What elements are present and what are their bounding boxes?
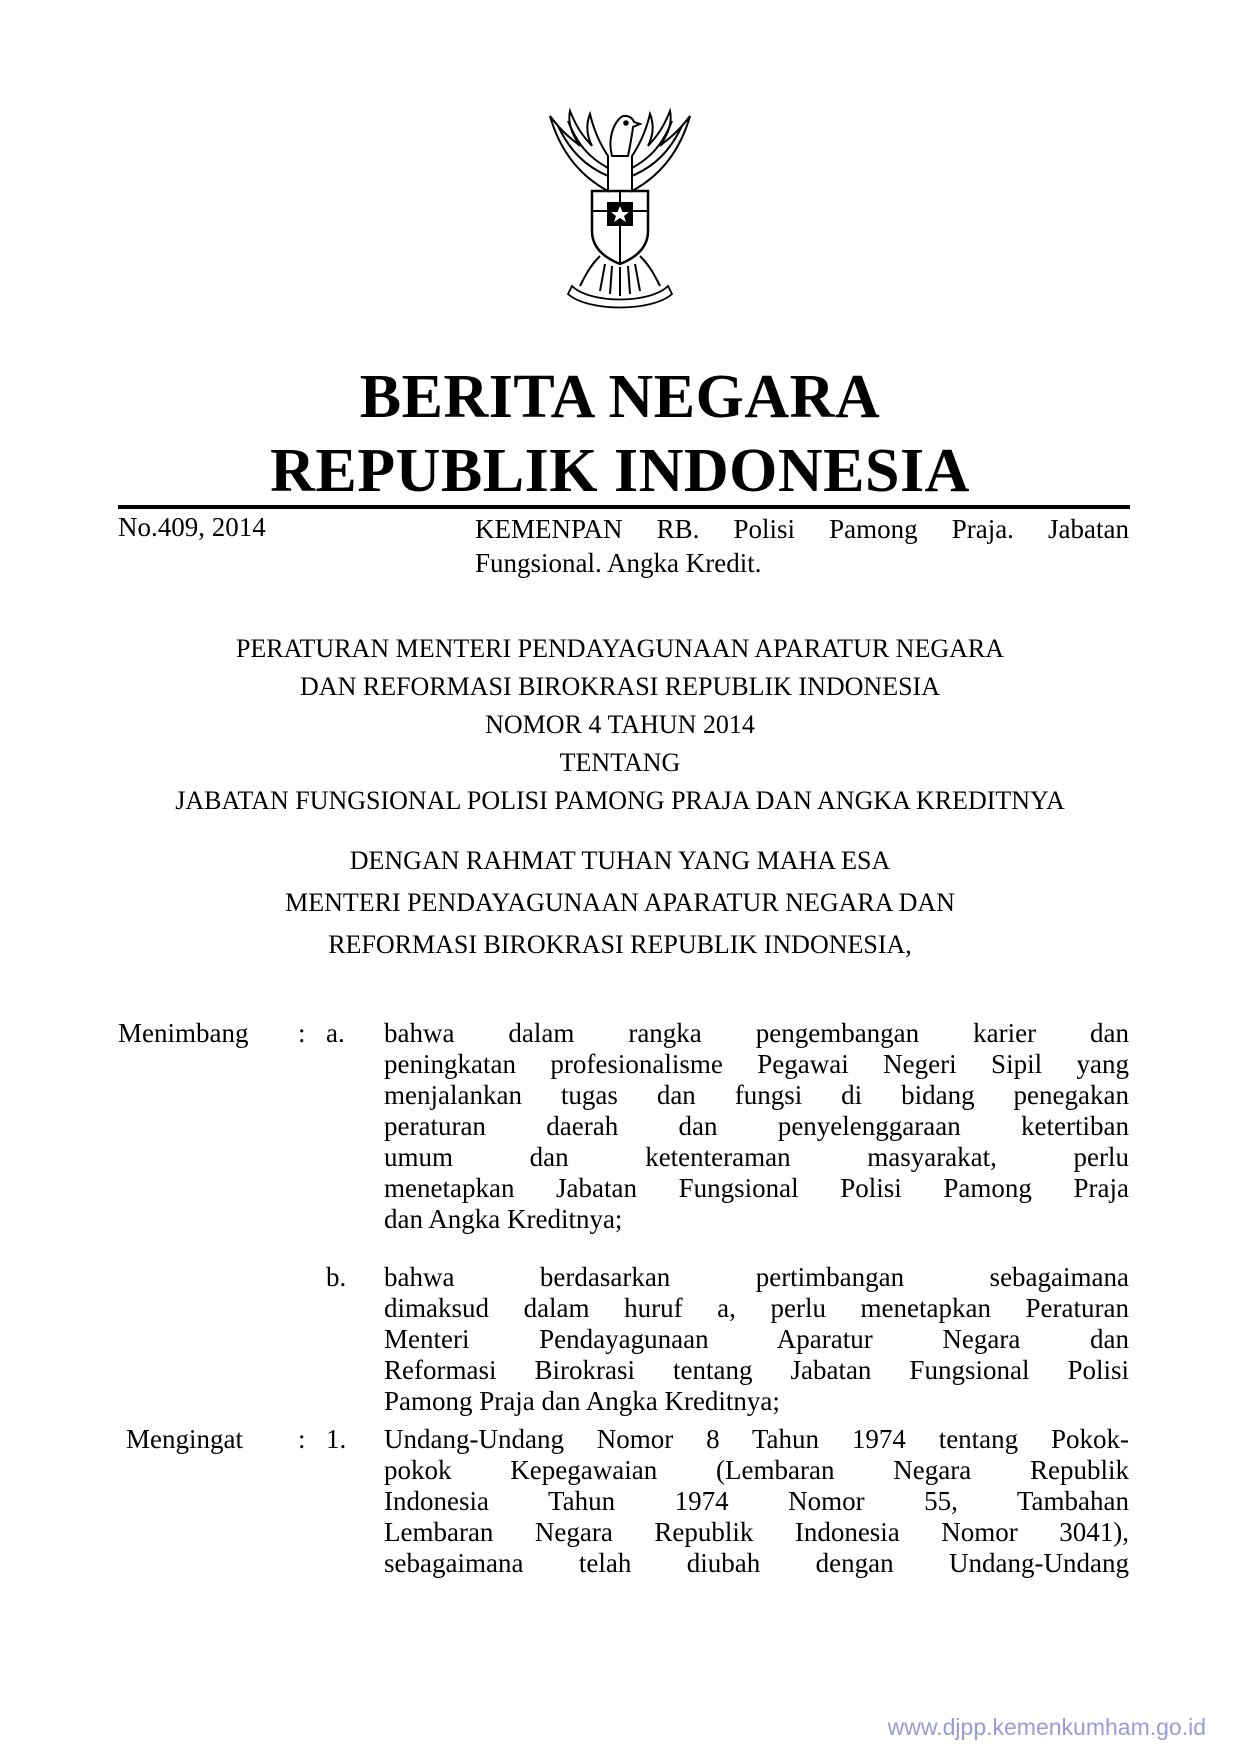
garuda-emblem — [520, 96, 720, 316]
mengingat-colon: : — [298, 1424, 306, 1454]
paragraph-line: dan Angka Kreditnya; — [384, 1204, 623, 1234]
masthead-title-line1: BERITA NEGARA — [359, 363, 881, 431]
menimbang-item-a-marker: a. — [326, 1018, 345, 1048]
masthead — [0, 360, 1240, 508]
masthead-title-line2: REPUBLIK INDONESIA — [270, 437, 970, 505]
opening-formula — [0, 840, 1240, 966]
paragraph-line: Pamong Praja dan Angka Kreditnya; — [384, 1386, 780, 1416]
title-line: NOMOR 4 TAHUN 2014 — [485, 710, 755, 739]
title-line: DAN REFORMASI BIROKRASI REPUBLIK INDONESIA — [300, 672, 940, 701]
paragraph-line: sebagaimana telah diubah dengan Undang-Undang — [384, 1548, 1129, 1578]
paragraph-line: Undang-Undang Nomor 8 Tahun 1974 tentang Pokok- — [384, 1424, 1129, 1454]
menimbang-item-b — [384, 1262, 1129, 1417]
paragraph-line: Reformasi Birokrasi tentang Jabatan Fungsional Polisi — [384, 1355, 1129, 1385]
paragraph-line: pokok Kepegawaian (Lembaran Negara Republik — [384, 1455, 1129, 1485]
subject-line: Fungsional. Angka Kredit. — [475, 548, 762, 578]
paragraph-line: Indonesia Tahun 1974 Nomor 55, Tambahan — [384, 1486, 1129, 1516]
paragraph-line: bahwa berdasarkan pertimbangan sebagaimana — [384, 1262, 1129, 1292]
gazette-number: No.409, 2014 — [118, 512, 266, 542]
menimbang-label: Menimbang — [118, 1018, 249, 1048]
mengingat-item-1-marker: 1. — [326, 1424, 347, 1454]
mengingat-label: Mengingat — [126, 1424, 243, 1454]
regulation-title — [0, 630, 1240, 820]
paragraph-line: dimaksud dalam huruf a, perlu menetapkan Peraturan — [384, 1293, 1129, 1323]
subject-line: KEMENPAN RB. Polisi Pamong Praja. Jabatan — [475, 514, 1129, 544]
header-divider — [118, 505, 1130, 509]
menimbang-item-b-marker: b. — [326, 1262, 347, 1292]
title-line: TENTANG — [559, 748, 681, 777]
gazette-subject — [475, 512, 1129, 580]
opening-line: MENTERI PENDAYAGUNAAN APARATUR NEGARA DAN — [285, 888, 955, 917]
opening-line: DENGAN RAHMAT TUHAN YANG MAHA ESA — [349, 846, 891, 875]
paragraph-line: peraturan daerah dan penyelenggaraan ketertiban — [384, 1111, 1129, 1141]
menimbang-item-a — [384, 1018, 1129, 1235]
paragraph-line: Menteri Pendayagunaan Aparatur Negara dan — [384, 1324, 1129, 1354]
paragraph-line: bahwa dalam rangka pengembangan karier dan — [384, 1018, 1129, 1048]
paragraph-line: menjalankan tugas dan fungsi di bidang penegakan — [384, 1080, 1129, 1110]
footer-website-link[interactable]: www.djpp.kemenkumham.go.id — [887, 1714, 1206, 1740]
paragraph-line: Lembaran Negara Republik Indonesia Nomor 3041), — [384, 1517, 1129, 1547]
title-line: PERATURAN MENTERI PENDAYAGUNAAN APARATUR NEGARA — [235, 634, 1005, 663]
menimbang-colon: : — [298, 1018, 306, 1048]
opening-line: REFORMASI BIROKRASI REPUBLIK INDONESIA, — [328, 930, 912, 959]
mengingat-item-1 — [384, 1424, 1129, 1579]
paragraph-line: menetapkan Jabatan Fungsional Polisi Pamong Praja — [384, 1173, 1129, 1203]
paragraph-line: peningkatan profesionalisme Pegawai Negeri Sipil yang — [384, 1049, 1129, 1079]
title-line: JABATAN FUNGSIONAL POLISI PAMONG PRAJA DAN ANGKA KREDITNYA — [175, 786, 1065, 815]
paragraph-line: umum dan ketenteraman masyarakat, perlu — [384, 1142, 1129, 1172]
